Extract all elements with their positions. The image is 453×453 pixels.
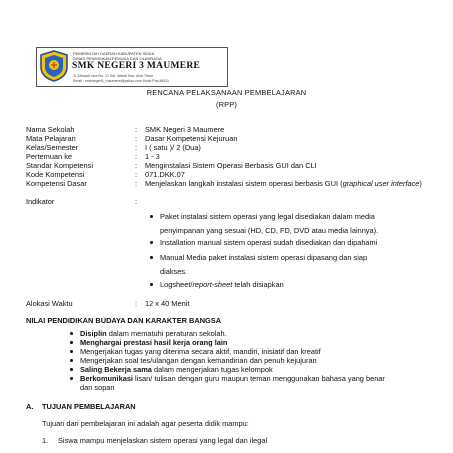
school-logo-icon	[39, 50, 69, 82]
alokasi-value: 12 x 40 Menit	[145, 299, 190, 308]
bullet-icon	[150, 215, 153, 218]
letterhead-agency: DINAS PENDIDIKAN PEMUDA DAN OLAHRAGA	[73, 56, 162, 61]
bullet-icon	[150, 241, 153, 244]
nilai-item: Saling Bekerja sama dalam mengerjakan tugas kelompok	[80, 365, 273, 374]
bullet-icon	[150, 283, 153, 286]
identity-colon: :	[135, 143, 138, 152]
identity-colon: :	[135, 170, 138, 179]
letterhead	[36, 47, 228, 87]
bullet-icon	[70, 359, 73, 362]
tujuan-item: Siswa mampu menjelaskan sistem operasi yang legal dan ilegal	[58, 436, 268, 445]
indikator-item-continued: diakses.	[160, 267, 188, 276]
identity-value-kompetensi-dasar: Menjelaskan langkah instalasi sistem operasi berbasis GUI (graphical user interface)	[145, 179, 422, 188]
identity-label: Kompetensi Dasar	[26, 179, 87, 188]
identity-label: Nama Sekolah	[26, 125, 75, 134]
bullet-icon	[70, 341, 73, 344]
letterhead-address: Jl. Ahmadi Yani No. 17 Kel. Waioti Kec. Alok Timur	[73, 74, 154, 78]
identity-label: Mata Pelajaran	[26, 134, 76, 143]
identity-label: Standar Kompetensi	[26, 161, 93, 170]
bullet-icon	[70, 377, 73, 380]
document-title: RENCANA PELAKSANAAN PEMBELAJARAN	[146, 88, 307, 97]
bullet-icon	[70, 350, 73, 353]
bullet-icon	[150, 256, 153, 259]
indikator-item-continued: penyimpanan yang sesuai (HD, CD, FD, DVD atau media lainnya).	[160, 226, 379, 235]
identity-value: Menginstalasi Sistem Operasi Berbasis GUI dan CLI	[145, 161, 317, 170]
identity-colon: :	[135, 161, 138, 170]
indikator-item: Logsheet/report-sheet telah disiapkan	[160, 280, 284, 289]
nilai-item-continued: dan sopan	[80, 383, 115, 392]
identity-value: 1 - 3	[145, 152, 160, 161]
nilai-item: Disiplin dalam mematuhi peraturan sekolah.	[80, 329, 227, 338]
identity-label: Pertemuan ke	[26, 152, 73, 161]
identity-colon: :	[135, 197, 138, 206]
identity-colon: :	[135, 152, 138, 161]
tujuan-number: 1.	[42, 436, 49, 445]
identity-label: Indikator	[26, 197, 55, 206]
nilai-item: Mengerjakan soal tes/ulangan dengan kemandirian dan penuh kejujuran	[80, 356, 317, 365]
document-subtitle: (RPP)	[215, 100, 238, 109]
indikator-item: Installation manual sistem operasi sudah disediakan dan dipahami	[160, 238, 378, 247]
letterhead-email: Email : smknegeri3_maumere@yahoo.com Kode Pos 86111	[73, 79, 170, 83]
nilai-item: Berkomunikasi lisan/ tulisan dengan guru maupun teman menggunakan bahasa yang benar	[80, 374, 385, 383]
letterhead-government: PEMERINTAH DAERAH KABUPATEN SIKKA	[73, 51, 155, 56]
identity-colon: :	[135, 125, 138, 134]
section-a-title: TUJUAN PEMBELAJARAN	[42, 402, 136, 411]
nilai-item: Mengerjakan tugas yang diterima secara aktif, mandiri, inisiatif dan kreatif	[80, 347, 321, 356]
identity-colon: :	[135, 179, 138, 188]
indikator-item: Paket instalasi sistem operasi yang legal disediakan dalam media	[160, 212, 375, 221]
identity-value: Dasar Kompetensi Kejuruan	[145, 134, 238, 143]
identity-value: 071.DKK.07	[145, 170, 185, 179]
identity-label: Kode Kompetensi	[26, 170, 85, 179]
identity-value: I ( satu )/ 2 (Dua)	[145, 143, 201, 152]
identity-label: Kelas/Semester	[26, 143, 79, 152]
nilai-item: Menghargai prestasi hasil kerja orang lain	[80, 338, 228, 347]
alokasi-colon: :	[135, 299, 138, 308]
bullet-icon	[70, 332, 73, 335]
alokasi-label: Alokasi Waktu	[26, 299, 73, 308]
letterhead-school-name: SMK NEGERI 3 MAUMERE	[72, 61, 201, 71]
identity-colon: :	[135, 134, 138, 143]
tujuan-intro: Tujuan dari pembelajaran ini adalah agar peserta didik mampu:	[42, 419, 249, 428]
indikator-item: Manual Media paket instalasi sistem operasi dipasang dan siap	[160, 253, 368, 262]
identity-value: SMK Negeri 3 Maumere	[145, 125, 225, 134]
bullet-icon	[70, 368, 73, 371]
section-a-number: A.	[26, 402, 34, 411]
nilai-heading: NILAI PENDIDIKAN BUDAYA DAN KARAKTER BANGSA	[26, 316, 222, 325]
